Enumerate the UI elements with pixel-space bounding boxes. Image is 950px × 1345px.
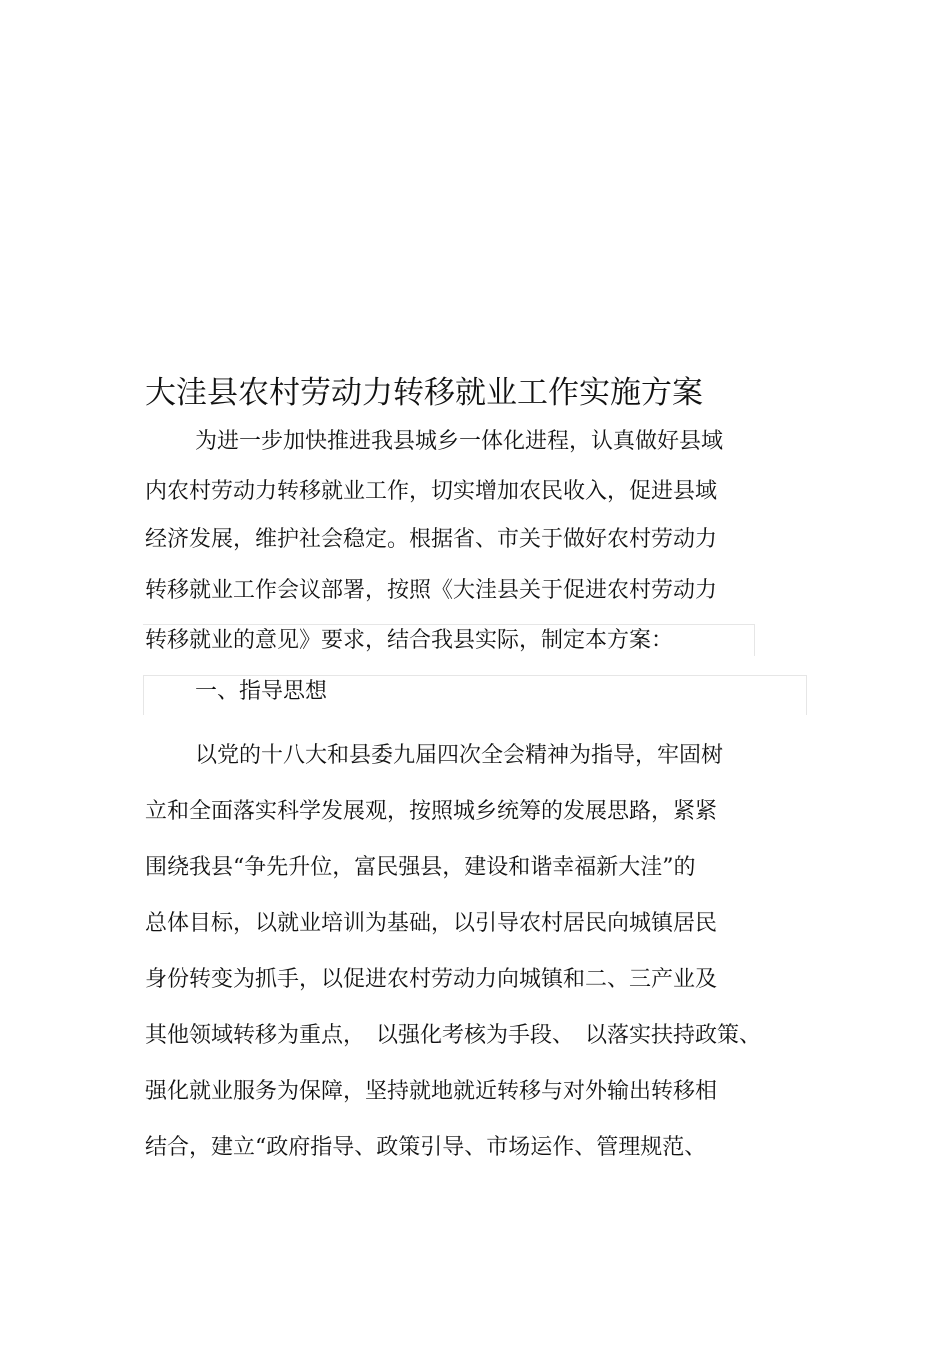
paragraph-line: 其他领域转移为重点， 以强化考核为手段、 以落实扶持政策、 [145, 1023, 762, 1048]
paragraph-line: 内农村劳动力转移就业工作，切实增加农民收入，促进县域 [145, 479, 718, 504]
paragraph-line: 身份转变为抓手，以促进农村劳动力向城镇和二、三产业及 [145, 967, 718, 992]
paragraph-line: 结合，建立“政府指导、政策引导、市场运作、管理规范、 [145, 1135, 707, 1160]
paragraph-line: 经济发展，维护社会稳定。根据省、市关于做好农村劳动力 [145, 527, 718, 552]
paragraph-line: 以党的十八大和县委九届四次全会精神为指导，牢固树 [195, 743, 724, 768]
paragraph-line: 转移就业的意见》要求，结合我县实际，制定本方案： [145, 628, 674, 653]
paragraph-line: 为进一步加快推进我县城乡一体化进程，认真做好县域 [195, 429, 724, 454]
paragraph-line: 强化就业服务为保障，坚持就地就近转移与对外输出转移相 [145, 1079, 718, 1104]
section-heading: 一、指导思想 [195, 679, 328, 704]
paragraph-line: 围绕我县“争先升位，富民强县，建设和谐幸福新大洼”的 [145, 855, 696, 880]
document-title: 大洼县农村劳动力转移就业工作实施方案 [145, 375, 703, 411]
paragraph-line: 转移就业工作会议部署，按照《大洼县关于促进农村劳动力 [145, 578, 718, 603]
paragraph-line: 总体目标，以就业培训为基础，以引导农村居民向城镇居民 [145, 911, 718, 936]
paragraph-line: 立和全面落实科学发展观，按照城乡统筹的发展思路，紧紧 [145, 799, 718, 824]
